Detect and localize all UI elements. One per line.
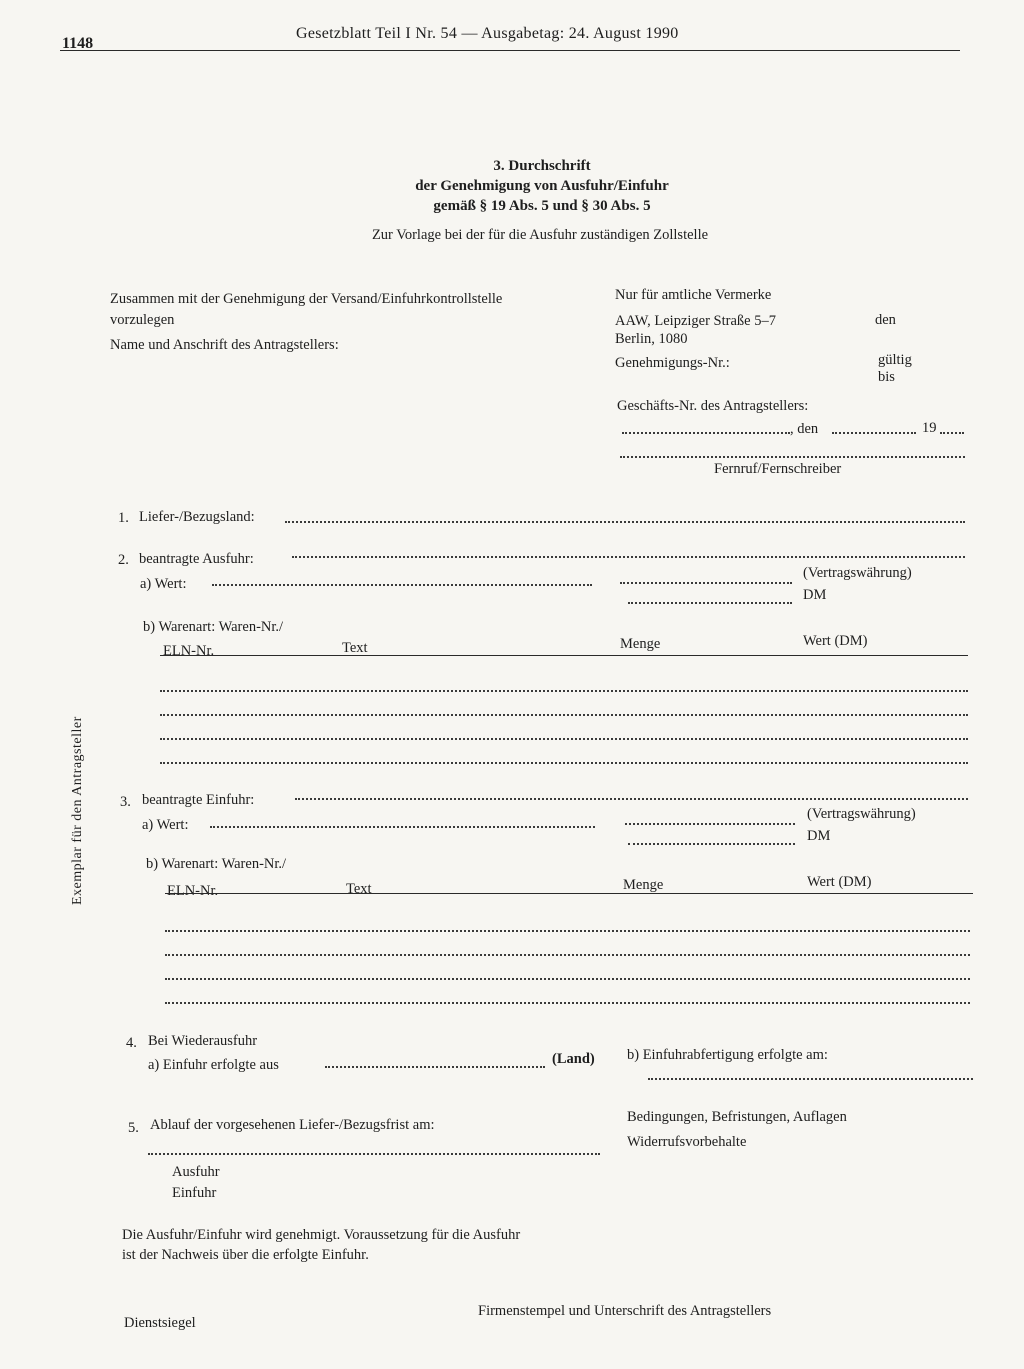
approval-number-label: Genehmigungs-Nr.: (615, 355, 730, 371)
import-origin-label: a) Einfuhr erfolgte aus (148, 1057, 279, 1073)
item-3-number: 3. (120, 794, 131, 810)
export-col-eln: ELN-Nr. (163, 643, 215, 659)
export-dm-label: DM (803, 587, 827, 603)
authority-address-line1: AAW, Leipziger Straße 5–7 (615, 313, 776, 329)
export-contract-currency: (Vertragswährung) (803, 565, 912, 581)
item-5-number: 5. (128, 1120, 139, 1136)
phone-field[interactable] (620, 456, 965, 458)
deadline-import-label: Einfuhr (172, 1185, 217, 1201)
import-goods-row[interactable] (165, 1002, 970, 1004)
item-4-number: 4. (126, 1035, 137, 1051)
import-goods-row[interactable] (165, 978, 970, 980)
export-col-quantity: Menge (620, 636, 661, 652)
form-heading-line3: gemäß § 19 Abs. 5 und § 30 Abs. 5 (433, 198, 651, 214)
import-col-eln: ELN-Nr. (167, 883, 219, 899)
until-label: bis (878, 369, 895, 385)
copy-recipient-label: Exemplar für den Antragsteller (70, 716, 85, 905)
import-origin-field[interactable] (325, 1066, 545, 1068)
form-heading-line2: der Genehmigung von Ausfuhr/Einfuhr (415, 178, 669, 194)
export-goods-label: b) Warenart: Waren-Nr./ (143, 619, 284, 635)
export-goods-row[interactable] (160, 690, 968, 692)
export-value-label: a) Wert: (140, 576, 187, 592)
conditions-label: Bedingungen, Befristungen, Auflagen (627, 1109, 847, 1125)
header-rule (60, 50, 960, 51)
import-col-text: Text (346, 881, 372, 897)
export-goods-row[interactable] (160, 738, 968, 740)
export-value-field[interactable] (212, 584, 592, 586)
export-label: beantragte Ausfuhr: (139, 551, 254, 567)
revocation-label: Widerrufsvorbehalte (627, 1134, 747, 1150)
import-col-value: Wert (DM) (807, 874, 872, 890)
business-date-field[interactable] (832, 432, 916, 434)
reexport-label: Bei Wiederausfuhr (148, 1033, 258, 1049)
form-subtitle: Zur Vorlage bei der für die Ausfuhr zuständigen Zollstelle (371, 227, 709, 243)
item-2-number: 2. (118, 552, 129, 568)
deadline-field[interactable] (148, 1153, 600, 1155)
valid-label: gültig (878, 352, 912, 368)
import-goods-row[interactable] (165, 954, 970, 956)
applicant-label: Name und Anschrift des Antragstellers: (110, 337, 339, 353)
import-field[interactable] (295, 798, 968, 800)
export-table-rule (160, 655, 968, 656)
export-col-value: Wert (DM) (803, 633, 868, 649)
deadline-export-label: Ausfuhr (172, 1164, 220, 1180)
import-table-rule (165, 893, 973, 894)
page-number: 1148 (62, 35, 94, 52)
year-label: 19 (922, 420, 937, 436)
import-label: beantragte Einfuhr: (142, 792, 255, 808)
clearance-date-field[interactable] (648, 1078, 973, 1080)
import-goods-label: b) Warenart: Waren-Nr./ (146, 856, 287, 872)
import-contract-currency: (Vertragswährung) (807, 806, 916, 822)
country-label: Liefer-/Bezugsland: (139, 509, 255, 525)
official-seal-label: Dienstsiegel (124, 1315, 196, 1331)
official-notes-label: Nur für amtliche Vermerke (615, 287, 772, 303)
import-dm-label: DM (807, 828, 831, 844)
date-den2-label: , den (790, 421, 819, 437)
country-field[interactable] (285, 521, 965, 523)
export-contract-field[interactable] (620, 582, 792, 584)
approval-text-line1: Die Ausfuhr/Einfuhr wird genehmigt. Voraussetzung für die Ausfuhr (122, 1227, 521, 1243)
form-heading-line1: 3. Durchschrift (493, 158, 591, 174)
submission-note-line1: Zusammen mit der Genehmigung der Versand/Einfuhrkontrollstelle (110, 291, 503, 307)
clearance-label: b) Einfuhrabfertigung erfolgte am: (627, 1047, 828, 1063)
import-value-field[interactable] (210, 826, 595, 828)
import-dm-field[interactable] (628, 843, 795, 845)
year-field[interactable] (940, 432, 964, 434)
import-contract-field[interactable] (625, 823, 795, 825)
submission-note-line2: vorzulegen (110, 312, 175, 328)
business-number-label: Geschäfts-Nr. des Antragstellers: (617, 398, 809, 414)
export-goods-row[interactable] (160, 714, 968, 716)
import-col-quantity: Menge (623, 877, 664, 893)
export-field[interactable] (292, 556, 965, 558)
date-den-label: den (875, 312, 896, 328)
export-goods-row[interactable] (160, 762, 968, 764)
export-dm-field[interactable] (628, 602, 792, 604)
deadline-label: Ablauf der vorgesehenen Liefer-/Bezugsfrist am: (150, 1117, 435, 1133)
import-value-label: a) Wert: (142, 817, 189, 833)
authority-address-line2: Berlin, 1080 (615, 331, 688, 347)
approval-text-line2: ist der Nachweis über die erfolgte Einfuhr. (122, 1247, 369, 1263)
import-goods-row[interactable] (165, 930, 970, 932)
gazette-title: Gesetzblatt Teil I Nr. 54 — Ausgabetag: 24. August 1990 (296, 25, 679, 42)
export-col-text: Text (342, 640, 368, 656)
phone-label: Fernruf/Fernschreiber (714, 461, 842, 477)
land-label: (Land) (552, 1051, 595, 1067)
business-number-field[interactable] (622, 432, 790, 434)
item-1-number: 1. (118, 510, 129, 526)
applicant-signature-label: Firmenstempel und Unterschrift des Antragstellers (478, 1303, 772, 1319)
